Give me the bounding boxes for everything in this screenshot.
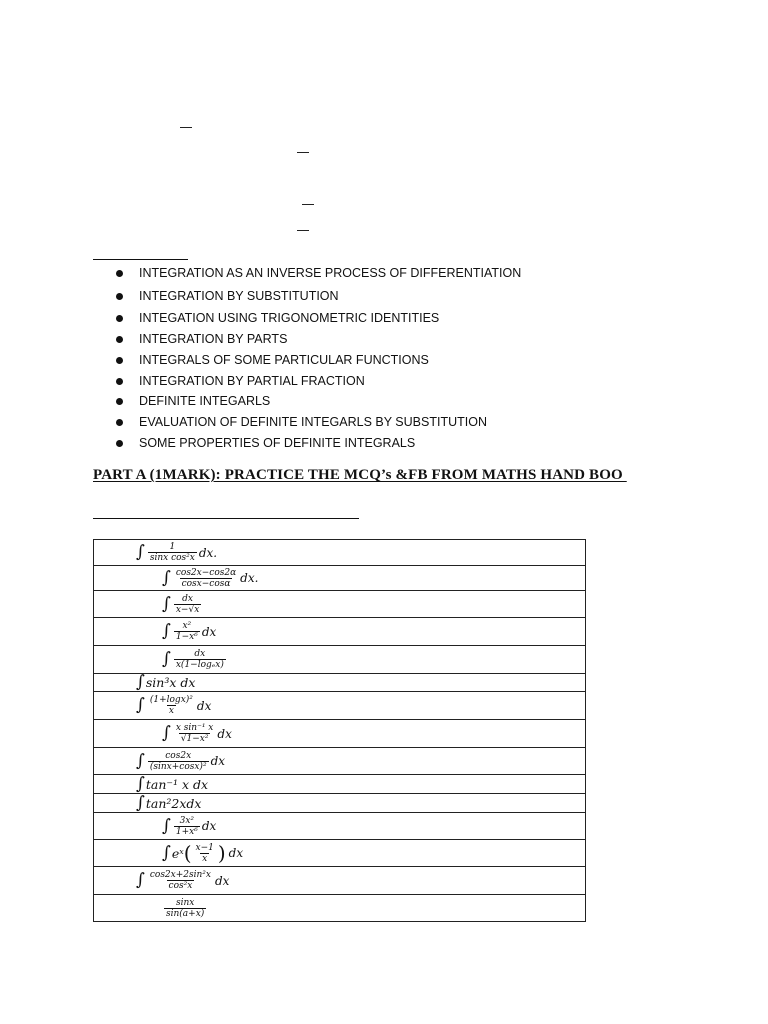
question-row bbox=[94, 692, 586, 720]
fraction: $\frac{dx}{x-√x}$ bbox=[175, 593, 200, 615]
question-expression: ∫ tan²2xdx bbox=[136, 792, 202, 813]
bullet-icon bbox=[116, 378, 123, 385]
fraction: $\frac{\text{(1+logx)²}}{x}$ bbox=[149, 695, 193, 716]
question-expression: ∫ $\frac{\text{(1+logx)²}}{x}$ dx bbox=[136, 695, 212, 716]
question-row bbox=[94, 674, 586, 692]
fraction: $\frac{\cos 2x-\cos 2\alpha}{\cos x-\cos\alpha}$ bbox=[175, 567, 237, 589]
section-rule bbox=[93, 259, 188, 260]
fraction: $\frac{x-1}{x}$ bbox=[195, 842, 214, 864]
question-row bbox=[94, 867, 586, 895]
question-row bbox=[94, 775, 586, 794]
fraction: $\frac{dx}{\text{x(1−logₑx)}}$ bbox=[175, 649, 224, 670]
question-row bbox=[94, 840, 586, 867]
bullet-icon bbox=[116, 293, 123, 300]
question-expression: ∫ $\frac{1}{\text{sinx cos²x}}$ dx. bbox=[136, 542, 218, 563]
question-expression: ∫ sin³x dx bbox=[136, 672, 196, 692]
stray-mark bbox=[297, 230, 309, 231]
question-row bbox=[94, 813, 586, 840]
blank-line bbox=[93, 518, 359, 519]
part-a-heading: PART A (1MARK): PRACTICE THE MCQ’s &FB FROM MATHS HAND BOO bbox=[93, 467, 627, 483]
question-expression: ∫ $\frac{\text{cos2x+2sin²x}}{\text{cos²x}}$ dx bbox=[136, 870, 230, 891]
bullet-icon bbox=[116, 270, 123, 277]
bullet-icon bbox=[116, 315, 123, 322]
question-row bbox=[94, 794, 586, 813]
question-expression: ∫ tan⁻¹ x dx bbox=[136, 773, 209, 794]
stray-mark bbox=[180, 127, 192, 128]
bullet-icon bbox=[116, 357, 123, 364]
question-row bbox=[94, 566, 586, 591]
question-expression: ∫ $\frac{\cos 2x}{\text{(sinx+cosx)²}}$ dx bbox=[136, 750, 226, 772]
question-row bbox=[94, 618, 586, 646]
question-row bbox=[94, 540, 586, 566]
question-expression: ∫ $\frac{\text{3x²}}{\text{1+x⁶}}$ dx bbox=[162, 815, 217, 837]
question-row bbox=[94, 748, 586, 775]
fraction: $\frac{\text{x²}}{\text{1−x⁶}}$ bbox=[175, 621, 198, 642]
question-expression bbox=[162, 895, 208, 921]
question-row bbox=[94, 895, 586, 922]
fraction: $\frac{\text{x sin⁻¹ x}}{\text{√1−x²}}$ bbox=[175, 723, 214, 744]
fraction: $\frac{\cos 2x}{\text{(sinx+cosx)²}}$ bbox=[149, 750, 207, 772]
question-row bbox=[94, 591, 586, 618]
fraction: $\frac{\text{cos2x+2sin²x}}{\text{cos²x}}$ bbox=[149, 870, 211, 891]
stray-mark bbox=[297, 152, 309, 153]
stray-mark bbox=[302, 204, 314, 205]
fraction: $\frac{\text{3x²}}{\text{1+x⁶}}$ bbox=[175, 815, 198, 837]
question-expression: ∫ $\frac{\text{x²}}{\text{1−x⁶}}$ dx bbox=[162, 621, 217, 642]
question-table bbox=[93, 539, 586, 922]
question-row bbox=[94, 720, 586, 748]
fraction: $\frac{\sin x}{\sin(a+x)}$ bbox=[166, 897, 205, 919]
question-expression: ∫ $\frac{dx}{x-√x}$ bbox=[162, 593, 200, 615]
bullet-icon bbox=[116, 440, 123, 447]
question-expression: ∫ $\frac{\text{x sin⁻¹ x}}{\text{√1−x²}}$ dx bbox=[162, 723, 232, 744]
question-expression: ∫ eˣ ( $\frac{x-1}{x}$ ) dx bbox=[162, 841, 244, 865]
bullet-icon bbox=[116, 336, 123, 343]
question-row bbox=[94, 646, 586, 674]
bullet-icon bbox=[116, 419, 123, 426]
question-expression: ∫ $\frac{dx}{\text{x(1−logₑx)}}$ bbox=[162, 649, 224, 670]
fraction: $\frac{1}{\text{sinx cos²x}}$ bbox=[149, 542, 195, 563]
bullet-icon bbox=[116, 398, 123, 405]
question-expression: ∫ $\frac{\cos 2x-\cos 2\alpha}{\cos x-\cos\alpha}$ dx. bbox=[162, 567, 259, 589]
